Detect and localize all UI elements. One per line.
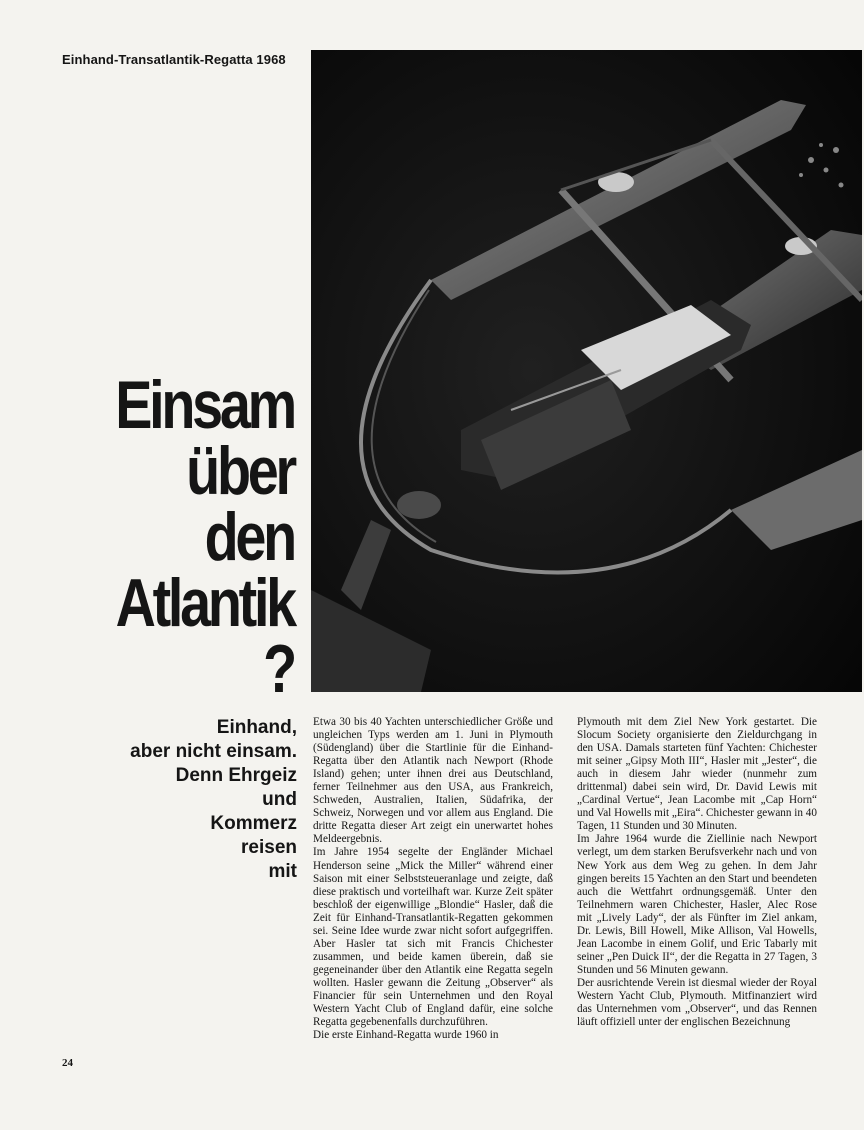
subhead-line: und [262, 789, 297, 810]
headline-line: den [204, 499, 294, 575]
body-paragraph: Im Jahre 1954 segelte der Engländer Michael Henderson seine „Mick the Miller“ während einer Saison mit einer Selbststeueranlage und zeigte, daß diese praktisch und vorteilhaft war. Kurze Zeit später beschloß der eigenwillige „Blondie“ Hasler, daß die Zeit für Einhand-Transatlantik-Regatten gekommen sei. Seine Idee wurde zwar nicht sofort aufgegriffen. Aber Hasler tat sich mit Francis Chichester zusammen, und beide kamen überein, daß sie gegeneinander über den Atlantik eine Regatta segeln wollten. Hasler gewann die Zeitung „Observer“ als Financier für sein Unternehmen und den Royal Western Yacht Club of England dafür, eine solche Regatta gegebenenfalls durchzuführen. [313, 846, 553, 1029]
body-column-2 [577, 716, 817, 1029]
body-paragraph: Im Jahre 1964 wurde die Ziellinie nach Newport verlegt, um dem starken Berufsverkehr nach und von New York aus dem Weg zu gehen. In dem Jahr gingen bereits 15 Yachten an den Start und beendeten auch die Wettfahrt ordnungsgemäß. Unter den Teilnehmern waren Chichester, Hasler, Alec Rose mit „Lively Lady“, der als Fünfter im Ziel ankam, Dr. Lewis, Bill Howell, Mike Allison, Val Howells, Jean Lacombe in einem Golif, und Eric Tabarly mit seiner „Pen Duick II“, der die Regatta in 27 Tagen, 3 Stunden und 56 Minuten gewann. [577, 833, 817, 976]
subhead-line: mit [268, 861, 297, 882]
body-paragraph: Die erste Einhand-Regatta wurde 1960 in [313, 1029, 499, 1042]
subhead-line: Denn Ehrgeiz [175, 765, 297, 786]
body-paragraph: Plymouth mit dem Ziel New York gestartet. Die Slocum Society organisierte den Zieldurchgang in den USA. Damals starteten fünf Yachten: Chichester mit seiner „Gipsy Moth III“, Hasler mit „Jester“, die auch in diesem Jahr wieder (nunmehr zum drittenmal) dabei sein wird, Dr. David Lewis mit „Cardinal Vertue“, Jean Lacombe mit „Cap Horn“ und Val Howells mit „Eira“. Chichester gewann in 40 Tagen, 11 Stunden und 30 Minuten. [577, 716, 817, 833]
body-paragraph: Etwa 30 bis 40 Yachten unterschiedlicher Größe und ungleichen Typs werden am 1. Juni in Plymouth (Südengland) über die Startlinie für die Einhand-Regatta über den Atlantik nach Newport (Rhode Island) gehen; unter ihnen drei aus Deutschland, ferner Teilnehmer aus den USA, aus Frankreich, Schweden, Australien, Italien, Südafrika, der Schweiz, Norwegen und vor allem aus England. Die dritte Regatta dieser Art zeigt ein unerwartet hohes Meldeergebnis. [313, 716, 553, 846]
page-number: 24 [62, 1057, 73, 1069]
headline-line: Einsam [115, 367, 294, 443]
subhead-line: reisen [241, 837, 297, 858]
body-column-1 [313, 716, 553, 1042]
headline-line: Atlantik [115, 565, 294, 641]
trimaran-photo [311, 50, 862, 692]
headline-line: ? [263, 631, 294, 707]
subhead-line: Einhand, [216, 717, 297, 738]
trimaran-aerial-image [311, 50, 862, 692]
section-rubric: Einhand-Transatlantik-Regatta 1968 [62, 52, 286, 67]
body-paragraph: Der ausrichtende Verein ist diesmal wieder der Royal Western Yacht Club, Plymouth. Mitfinanziert wird das Unternehmen vom „Observer“, und das Rennen läuft offiziell unter der englischen Bezeichnung [577, 976, 817, 1029]
subhead-line: aber nicht einsam. [130, 741, 297, 762]
subhead-line: Kommerz [210, 813, 297, 834]
headline [115, 367, 294, 707]
headline-line: über [186, 433, 294, 509]
subheadline [130, 716, 297, 884]
